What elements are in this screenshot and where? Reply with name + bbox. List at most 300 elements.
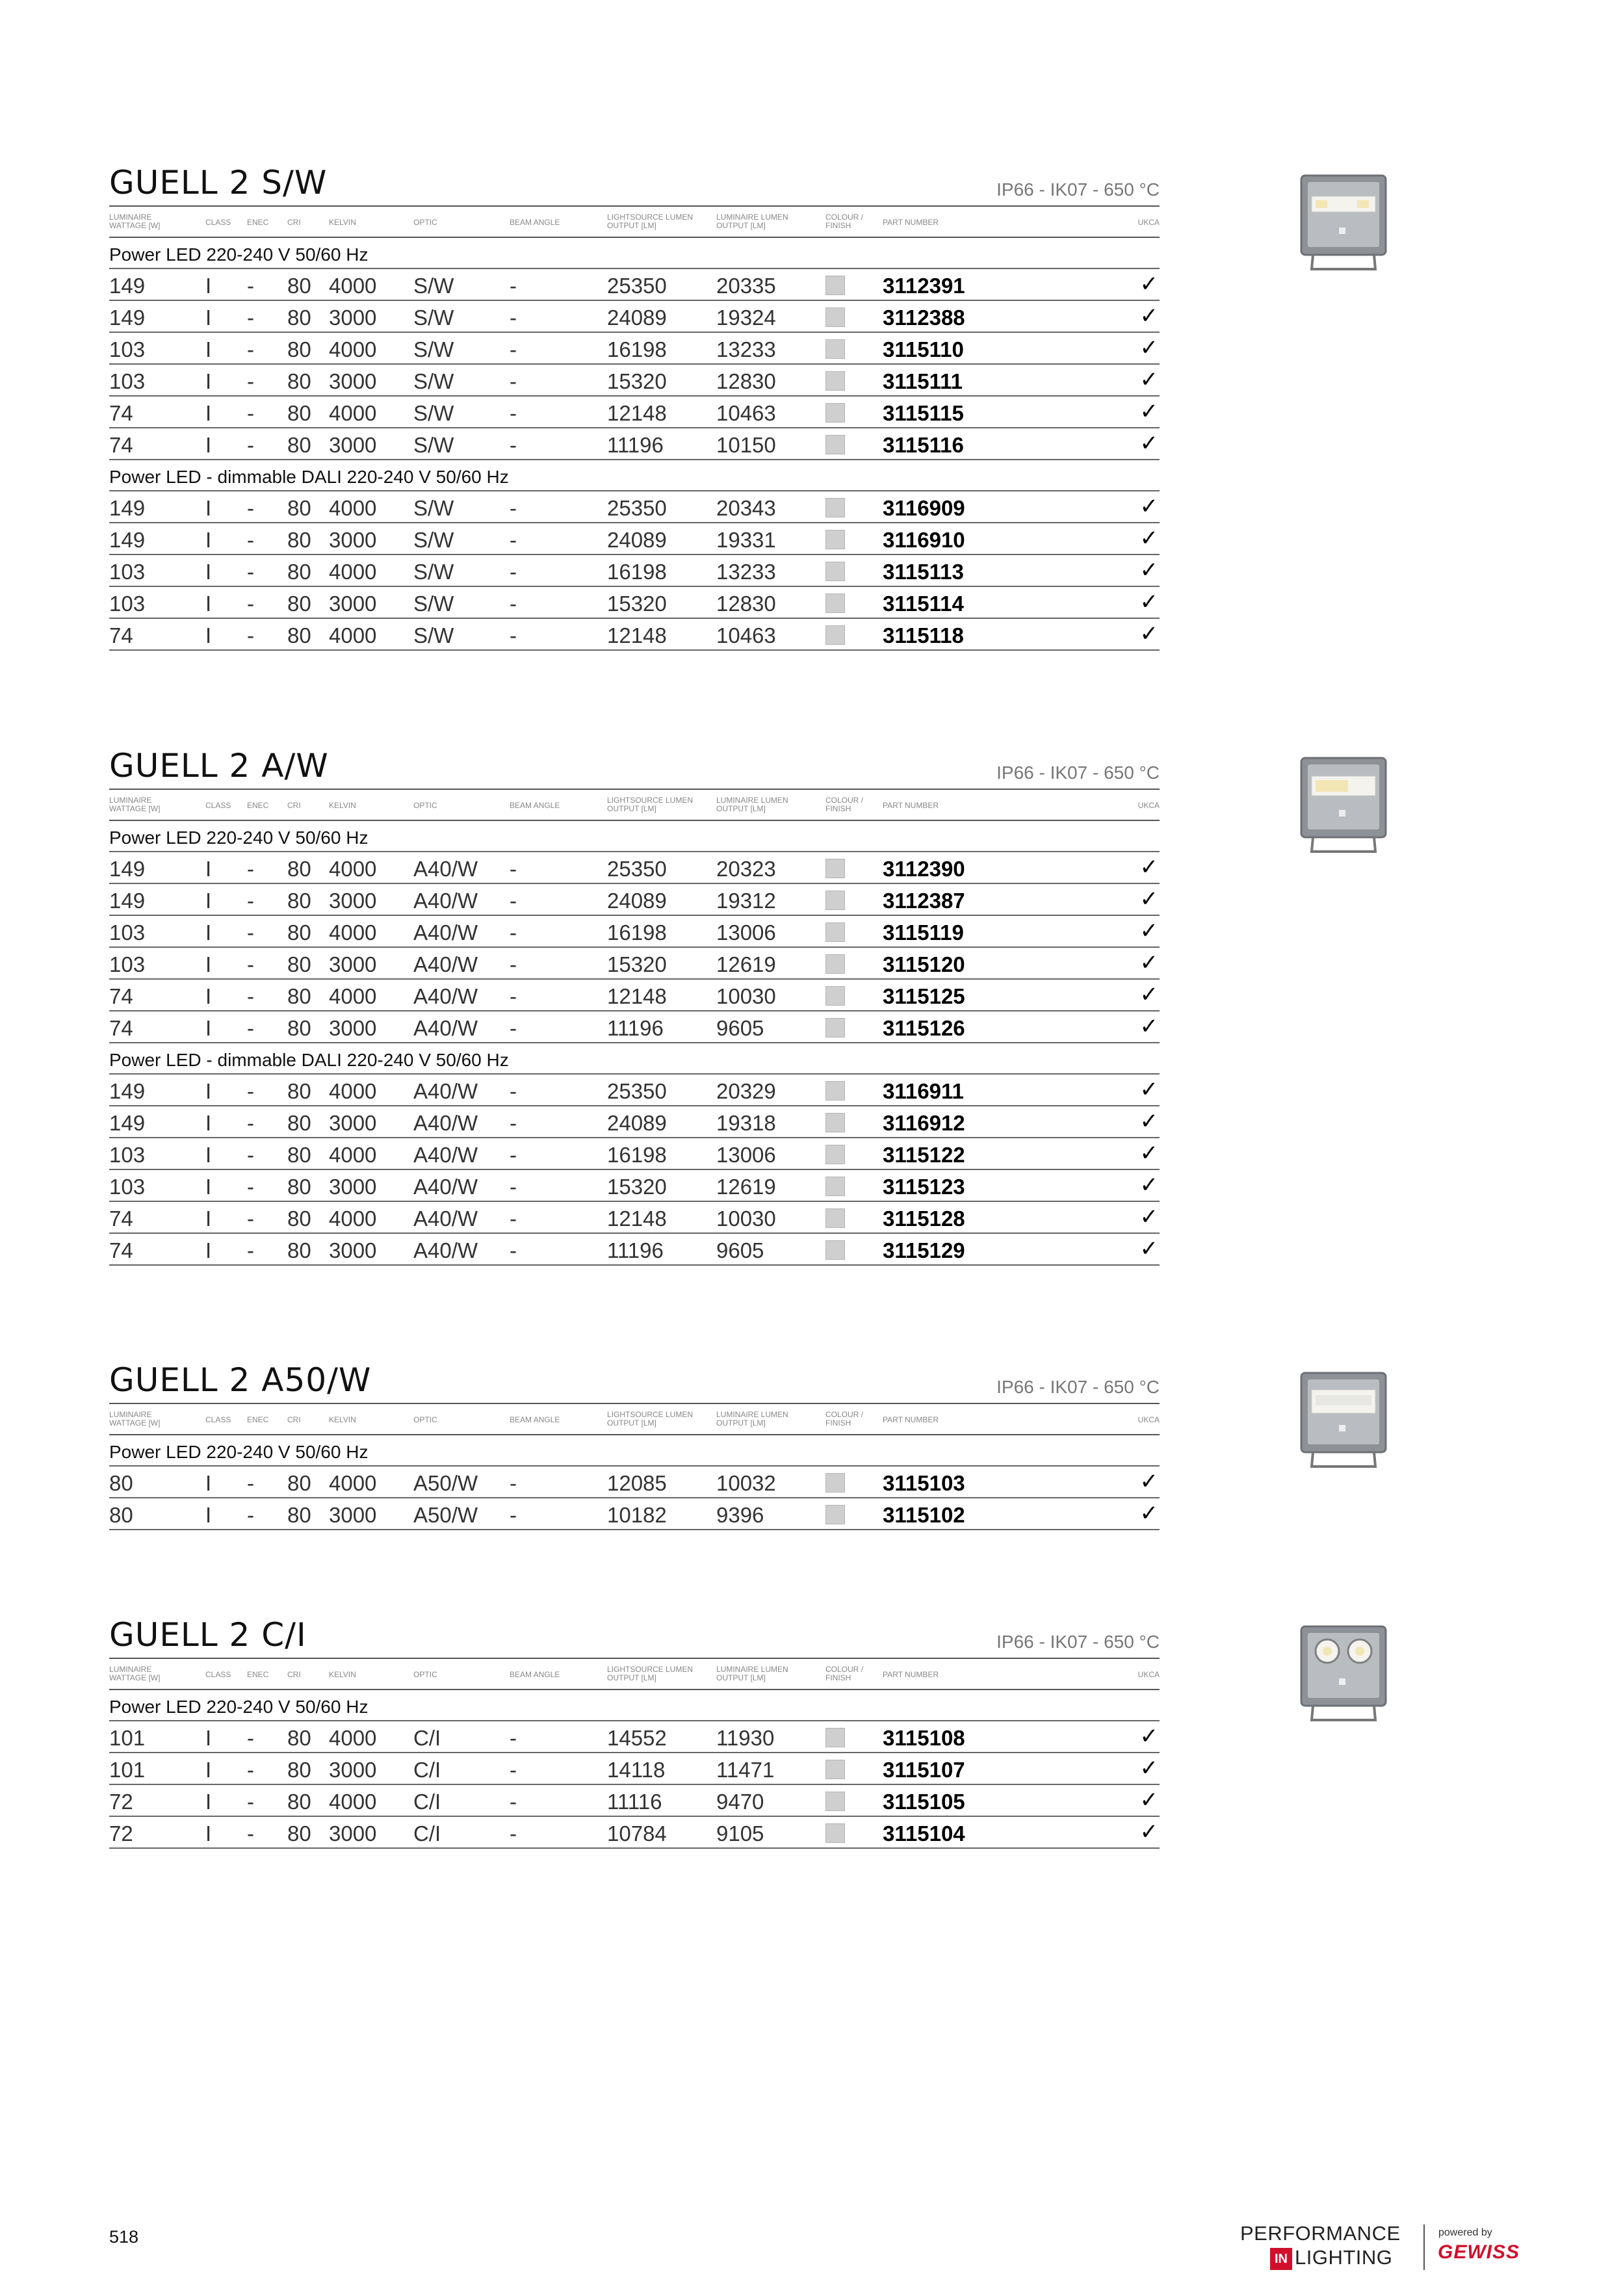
column-header-lightsource-unit: OUTPUT [LM] [607, 221, 656, 230]
kelvin-cell: 3000 [329, 1758, 377, 1782]
wattage-cell: 74 [109, 623, 133, 647]
lightsource-lumen-cell: 16198 [607, 1143, 667, 1167]
kelvin-cell: 4000 [329, 1079, 377, 1103]
part-number-cell: 3115120 [883, 952, 965, 976]
kelvin-cell: 3000 [329, 1503, 377, 1527]
luminaire-lumen-cell: 10030 [716, 1207, 776, 1231]
enec-cell: - [247, 1079, 254, 1103]
colour-swatch [825, 371, 845, 391]
cri-cell: 80 [287, 369, 311, 393]
ukca-check-icon: ✓ [1139, 1724, 1158, 1749]
optic-cell: C/I [413, 1790, 441, 1814]
beam-angle-cell: - [510, 369, 517, 393]
luminaire-lumen-cell: 9605 [716, 1238, 764, 1262]
optic-cell: S/W [413, 592, 454, 616]
class-cell: I [205, 1079, 212, 1103]
colour-swatch [825, 1792, 845, 1811]
beam-angle-cell: - [510, 1503, 517, 1527]
column-header-finish: FINISH [825, 1673, 851, 1682]
kelvin-cell: 3000 [329, 1175, 377, 1199]
enec-cell: - [247, 1207, 254, 1231]
luminaire-lumen-cell: 19324 [716, 306, 776, 330]
kelvin-cell: 3000 [329, 528, 377, 552]
luminaire-lumen-cell: 9470 [716, 1790, 764, 1814]
part-number-cell: 3115128 [883, 1207, 965, 1231]
table-row [109, 428, 1160, 460]
product-section [109, 166, 1160, 651]
table-row [109, 333, 1160, 365]
table-row [109, 1011, 1160, 1043]
column-header-beam-angle: BEAM ANGLE [510, 1415, 560, 1424]
colour-swatch [825, 859, 845, 878]
optic-cell: S/W [413, 306, 454, 330]
table-row [109, 365, 1160, 397]
column-headers [109, 207, 1160, 238]
kelvin-cell: 4000 [329, 1471, 377, 1495]
kelvin-cell: 3000 [329, 1111, 377, 1135]
table-row [109, 491, 1160, 523]
table-row [109, 619, 1160, 651]
lightsource-lumen-cell: 24089 [607, 889, 667, 913]
kelvin-cell: 3000 [329, 1238, 377, 1262]
part-number-cell: 3116910 [883, 528, 965, 552]
column-header-class: CLASS [205, 1415, 231, 1424]
optic-cell: A40/W [413, 857, 478, 881]
table-row [109, 1721, 1160, 1753]
part-number-cell: 3115118 [883, 623, 964, 647]
ukca-check-icon: ✓ [1139, 1820, 1158, 1844]
luminaire-lumen-cell: 13006 [716, 1143, 776, 1167]
enec-cell: - [247, 528, 254, 552]
class-cell: I [205, 496, 212, 520]
ukca-check-icon: ✓ [1139, 367, 1158, 392]
enec-cell: - [247, 857, 254, 881]
colour-swatch [825, 625, 845, 645]
ukca-check-icon: ✓ [1139, 335, 1158, 360]
section-header [109, 1361, 1160, 1404]
class-cell: I [205, 592, 212, 616]
section-spec: IP66 - IK07 - 650 °C [996, 179, 1160, 200]
beam-angle-cell: - [510, 1111, 517, 1135]
class-cell: I [205, 1471, 212, 1495]
column-headers [109, 790, 1160, 821]
lightsource-lumen-cell: 24089 [607, 306, 667, 330]
brand-in-box: IN [1270, 2248, 1292, 2270]
cri-cell: 80 [287, 1821, 311, 1846]
beam-angle-cell: - [510, 1790, 517, 1814]
table-row [109, 397, 1160, 428]
cri-cell: 80 [287, 306, 311, 330]
beam-angle-cell: - [510, 1758, 517, 1782]
column-header-optic: OPTIC [413, 1415, 437, 1424]
beam-angle-cell: - [510, 1016, 517, 1040]
class-cell: I [205, 1238, 212, 1262]
part-number-cell: 3112390 [883, 857, 965, 881]
kelvin-cell: 3000 [329, 1016, 377, 1040]
beam-angle-cell: - [510, 1143, 517, 1167]
luminaire-lumen-cell: 13233 [716, 560, 776, 584]
part-number-cell: 3115113 [883, 560, 964, 584]
section-title: GUELL 2 A50/W [109, 1361, 372, 1399]
powered-by-label: powered by [1438, 2227, 1492, 2238]
column-header-part-number: PART NUMBER [883, 801, 939, 810]
beam-angle-cell: - [510, 306, 517, 330]
part-number-cell: 3115126 [883, 1016, 965, 1040]
table-row [109, 1753, 1160, 1785]
class-cell: I [205, 1726, 212, 1750]
wattage-cell: 149 [109, 496, 146, 520]
luminaire-lumen-cell: 20343 [716, 496, 776, 520]
column-header-enec: ENEC [247, 801, 269, 810]
part-number-cell: 3115122 [883, 1143, 965, 1167]
kelvin-cell: 4000 [329, 274, 377, 298]
wattage-cell: 74 [109, 1207, 133, 1231]
wattage-cell: 72 [109, 1790, 133, 1814]
optic-cell: A40/W [413, 984, 478, 1008]
wattage-cell: 74 [109, 1016, 133, 1040]
section-title: GUELL 2 C/I [109, 1616, 307, 1654]
wattage-cell: 103 [109, 1143, 146, 1167]
optic-cell: C/I [413, 1726, 441, 1750]
lightsource-lumen-cell: 10182 [607, 1503, 667, 1527]
table-row [109, 1817, 1160, 1849]
kelvin-cell: 3000 [329, 889, 377, 913]
colour-swatch [825, 530, 845, 549]
enec-cell: - [247, 1758, 254, 1782]
cri-cell: 80 [287, 1471, 311, 1495]
luminaire-lumen-cell: 20335 [716, 274, 776, 298]
kelvin-cell: 3000 [329, 369, 377, 393]
section-title: GUELL 2 S/W [109, 164, 328, 202]
wattage-cell: 149 [109, 889, 146, 913]
column-header-wattage: LUMINAIRE [109, 796, 152, 805]
wattage-cell: 80 [109, 1503, 133, 1527]
wattage-cell: 103 [109, 592, 146, 616]
class-cell: I [205, 369, 212, 393]
column-header-class: CLASS [205, 218, 231, 227]
wattage-cell: 80 [109, 1471, 133, 1495]
colour-swatch [825, 1505, 845, 1524]
part-number-cell: 3116911 [883, 1079, 964, 1103]
column-header-finish: FINISH [825, 221, 851, 230]
wattage-cell: 74 [109, 984, 133, 1008]
column-header-cri: CRI [287, 801, 301, 810]
luminaire-lumen-cell: 11930 [716, 1726, 775, 1750]
ukca-check-icon: ✓ [1139, 887, 1158, 911]
lightsource-lumen-cell: 15320 [607, 952, 667, 976]
table-row [109, 555, 1160, 587]
kelvin-cell: 4000 [329, 1790, 377, 1814]
class-cell: I [205, 1016, 212, 1040]
section-header [109, 747, 1160, 790]
gewiss-logo: GEWISS [1438, 2241, 1520, 2263]
brand-lighting: LIGHTING [1295, 2246, 1393, 2269]
table-row [109, 916, 1160, 948]
class-cell: I [205, 306, 212, 330]
ukca-check-icon: ✓ [1139, 1788, 1158, 1812]
enec-cell: - [247, 920, 254, 945]
column-header-wattage: LUMINAIRE [109, 213, 152, 222]
cri-cell: 80 [287, 592, 311, 616]
wattage-cell: 149 [109, 528, 146, 552]
optic-cell: S/W [413, 369, 454, 393]
luminaire-lumen-cell: 12619 [716, 1175, 776, 1199]
wattage-cell: 103 [109, 369, 146, 393]
luminaire-lumen-cell: 10032 [716, 1471, 776, 1495]
ukca-check-icon: ✓ [1139, 494, 1158, 519]
colour-swatch [825, 1208, 845, 1228]
class-cell: I [205, 1821, 212, 1846]
optic-cell: A40/W [413, 889, 478, 913]
cri-cell: 80 [287, 1016, 311, 1040]
class-cell: I [205, 1790, 212, 1814]
beam-angle-cell: - [510, 560, 517, 584]
lightsource-lumen-cell: 11196 [607, 1238, 664, 1262]
optic-cell: A40/W [413, 1143, 478, 1167]
colour-swatch [825, 1081, 845, 1101]
section-spec: IP66 - IK07 - 650 °C [996, 1377, 1160, 1397]
column-header-luminaire-lumen: LUMINAIRE LUMEN [716, 1410, 788, 1419]
table-row [109, 1234, 1160, 1266]
luminaire-lumen-cell: 19318 [716, 1111, 776, 1135]
kelvin-cell: 3000 [329, 592, 377, 616]
wattage-cell: 103 [109, 920, 146, 945]
part-number-cell: 3115110 [883, 337, 964, 361]
section-spec: IP66 - IK07 - 650 °C [996, 763, 1160, 783]
optic-cell: S/W [413, 496, 454, 520]
part-number-cell: 3112388 [883, 306, 965, 330]
product-section [109, 1361, 1160, 1530]
enec-cell: - [247, 369, 254, 393]
group-title: Power LED 220-240 V 50/60 Hz [109, 238, 1160, 269]
cri-cell: 80 [287, 1503, 311, 1527]
beam-angle-cell: - [510, 1207, 517, 1231]
enec-cell: - [247, 1503, 254, 1527]
wattage-cell: 149 [109, 1079, 146, 1103]
lightsource-lumen-cell: 15320 [607, 369, 667, 393]
lightsource-lumen-cell: 10784 [607, 1821, 667, 1846]
class-cell: I [205, 433, 212, 457]
class-cell: I [205, 1503, 212, 1527]
part-number-cell: 3112387 [883, 889, 965, 913]
cri-cell: 80 [287, 1726, 311, 1750]
enec-cell: - [247, 306, 254, 330]
lightsource-lumen-cell: 12148 [607, 623, 667, 647]
beam-angle-cell: - [510, 920, 517, 945]
column-header-kelvin: KELVIN [329, 218, 356, 227]
class-cell: I [205, 560, 212, 584]
product-section [109, 747, 1160, 1266]
footer-logo [1240, 2222, 1526, 2274]
wattage-cell: 74 [109, 401, 133, 425]
beam-angle-cell: - [510, 1821, 517, 1846]
lightsource-lumen-cell: 14118 [607, 1758, 666, 1782]
beam-angle-cell: - [510, 401, 517, 425]
beam-angle-cell: - [510, 337, 517, 361]
lightsource-lumen-cell: 12148 [607, 984, 667, 1008]
column-header-ukca: UKCA [1137, 801, 1160, 810]
colour-swatch [825, 1760, 845, 1779]
beam-angle-cell: - [510, 528, 517, 552]
table-row [109, 269, 1160, 301]
part-number-cell: 3115129 [883, 1238, 965, 1262]
enec-cell: - [247, 433, 254, 457]
part-number-cell: 3115103 [883, 1471, 965, 1495]
kelvin-cell: 4000 [329, 623, 377, 647]
luminaire-lumen-cell: 20329 [716, 1079, 776, 1103]
part-number-cell: 3115115 [883, 401, 964, 425]
table-row [109, 1202, 1160, 1234]
colour-swatch [825, 891, 845, 910]
luminaire-lumen-cell: 10463 [716, 401, 776, 425]
column-header-wattage: LUMINAIRE [109, 1410, 152, 1419]
beam-angle-cell: - [510, 1175, 517, 1199]
class-cell: I [205, 857, 212, 881]
column-header-colour: COLOUR / [825, 1410, 864, 1419]
table-row [109, 1106, 1160, 1138]
column-header-kelvin: KELVIN [329, 1415, 356, 1424]
enec-cell: - [247, 1238, 254, 1262]
section-title: GUELL 2 A/W [109, 747, 329, 785]
lightsource-lumen-cell: 25350 [607, 1079, 667, 1103]
section-spec: IP66 - IK07 - 650 °C [996, 1632, 1160, 1652]
beam-angle-cell: - [510, 1079, 517, 1103]
lightsource-lumen-cell: 25350 [607, 496, 667, 520]
class-cell: I [205, 528, 212, 552]
table-row [109, 852, 1160, 884]
part-number-cell: 3115108 [883, 1726, 965, 1750]
part-number-cell: 3115119 [883, 920, 964, 945]
optic-cell: S/W [413, 401, 454, 425]
part-number-cell: 3115105 [883, 1790, 965, 1814]
part-number-cell: 3115123 [883, 1175, 965, 1199]
cri-cell: 80 [287, 1175, 311, 1199]
column-header-luminaire-lumen: LUMINAIRE LUMEN [716, 796, 788, 805]
kelvin-cell: 4000 [329, 560, 377, 584]
enec-cell: - [247, 1016, 254, 1040]
luminaire-lumen-cell: 11471 [716, 1758, 775, 1782]
beam-angle-cell: - [510, 984, 517, 1008]
wattage-cell: 101 [109, 1726, 146, 1750]
table-row [109, 1467, 1160, 1498]
class-cell: I [205, 1111, 212, 1135]
column-header-wattage-unit: WATTAGE [W] [109, 804, 161, 813]
class-cell: I [205, 1207, 212, 1231]
colour-swatch [825, 562, 845, 581]
luminaire-lumen-cell: 13006 [716, 920, 776, 945]
optic-cell: A40/W [413, 1207, 478, 1231]
kelvin-cell: 4000 [329, 857, 377, 881]
column-header-optic: OPTIC [413, 1670, 437, 1679]
luminaire-lumen-cell: 10463 [716, 623, 776, 647]
kelvin-cell: 3000 [329, 306, 377, 330]
column-headers [109, 1404, 1160, 1435]
cri-cell: 80 [287, 1079, 311, 1103]
class-cell: I [205, 1143, 212, 1167]
lightsource-lumen-cell: 16198 [607, 920, 667, 945]
footer-divider [1423, 2224, 1425, 2270]
column-header-lightsource-lumen: LIGHTSOURCE LUMEN [607, 213, 694, 222]
wattage-cell: 149 [109, 306, 146, 330]
luminaire-lumen-cell: 9605 [716, 1016, 764, 1040]
lightsource-lumen-cell: 11196 [607, 1016, 664, 1040]
beam-angle-cell: - [510, 433, 517, 457]
wattage-cell: 74 [109, 1238, 133, 1262]
table-row [109, 980, 1160, 1011]
luminaire-lumen-cell: 12830 [716, 369, 776, 393]
section-header [109, 166, 1160, 207]
class-cell: I [205, 1175, 212, 1199]
luminaire-lumen-cell: 12619 [716, 952, 776, 976]
kelvin-cell: 4000 [329, 337, 377, 361]
colour-swatch [825, 986, 845, 1006]
page-number: 518 [109, 2227, 139, 2247]
luminaire-lumen-cell: 12830 [716, 592, 776, 616]
cri-cell: 80 [287, 401, 311, 425]
column-header-kelvin: KELVIN [329, 801, 356, 810]
ukca-check-icon: ✓ [1139, 982, 1158, 1007]
ukca-check-icon: ✓ [1139, 919, 1158, 943]
colour-swatch [825, 922, 845, 942]
optic-cell: S/W [413, 274, 454, 298]
ukca-check-icon: ✓ [1139, 1236, 1158, 1261]
ukca-check-icon: ✓ [1139, 950, 1158, 975]
beam-angle-cell: - [510, 496, 517, 520]
group-title: Power LED 220-240 V 50/60 Hz [109, 1690, 1160, 1721]
optic-cell: C/I [413, 1758, 441, 1782]
column-header-wattage-unit: WATTAGE [W] [109, 1418, 161, 1428]
column-headers [109, 1659, 1160, 1690]
cri-cell: 80 [287, 1790, 311, 1814]
group-title: Power LED - dimmable DALI 220-240 V 50/60 Hz [109, 460, 1160, 491]
colour-swatch [825, 1240, 845, 1260]
column-header-beam-angle: BEAM ANGLE [510, 801, 560, 810]
table-row [109, 1785, 1160, 1817]
wattage-cell: 103 [109, 1175, 146, 1199]
cri-cell: 80 [287, 623, 311, 647]
class-cell: I [205, 337, 212, 361]
enec-cell: - [247, 1143, 254, 1167]
colour-swatch [825, 435, 845, 454]
table-row [109, 948, 1160, 980]
part-number-cell: 3112391 [883, 274, 965, 298]
cri-cell: 80 [287, 337, 311, 361]
ukca-check-icon: ✓ [1139, 431, 1158, 456]
optic-cell: A40/W [413, 1175, 478, 1199]
colour-swatch [825, 1113, 845, 1132]
lightsource-lumen-cell: 11116 [607, 1790, 662, 1814]
cri-cell: 80 [287, 920, 311, 945]
part-number-cell: 3116912 [883, 1111, 965, 1135]
optic-cell: A40/W [413, 1016, 478, 1040]
enec-cell: - [247, 1471, 254, 1495]
beam-angle-cell: - [510, 1238, 517, 1262]
column-header-ukca: UKCA [1137, 218, 1160, 227]
wattage-cell: 103 [109, 337, 146, 361]
optic-cell: A50/W [413, 1471, 478, 1495]
colour-swatch [825, 1018, 845, 1037]
colour-swatch [825, 276, 845, 295]
cri-cell: 80 [287, 984, 311, 1008]
optic-cell: A40/W [413, 1238, 478, 1262]
column-header-cri: CRI [287, 1670, 301, 1679]
beam-angle-cell: - [510, 274, 517, 298]
group-title: Power LED 220-240 V 50/60 Hz [109, 1435, 1160, 1467]
cri-cell: 80 [287, 496, 311, 520]
cri-cell: 80 [287, 889, 311, 913]
beam-angle-cell: - [510, 623, 517, 647]
ukca-check-icon: ✓ [1139, 1469, 1158, 1494]
